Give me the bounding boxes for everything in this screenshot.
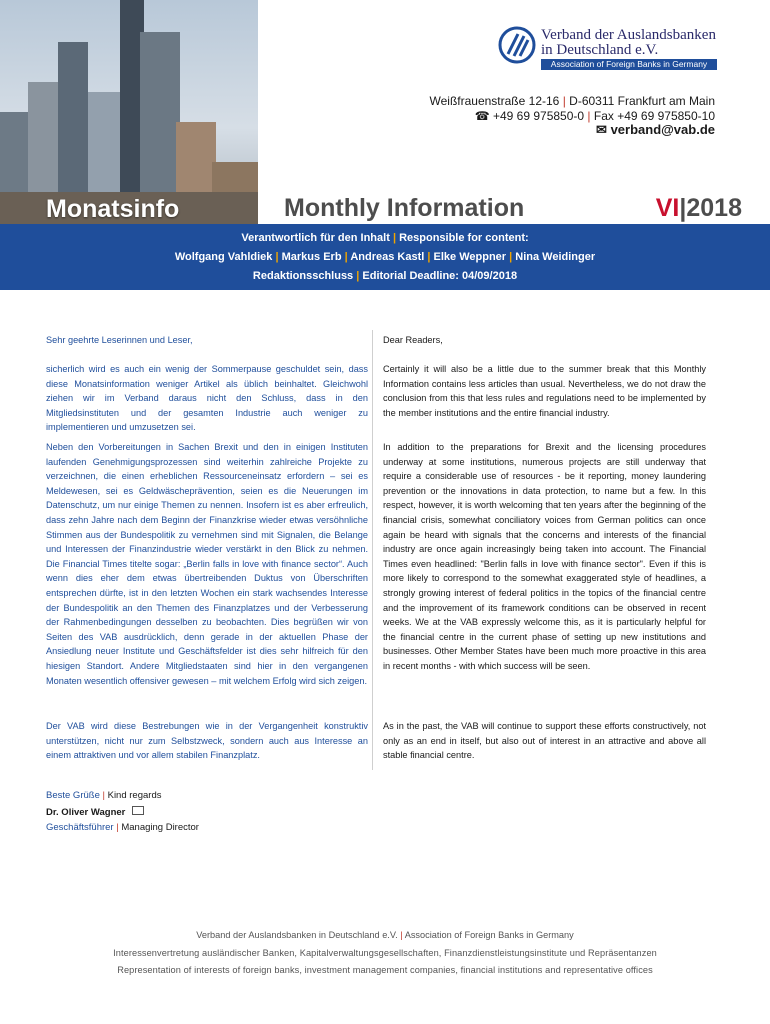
separator: | — [356, 270, 360, 282]
phone: +49 69 975850-0 — [492, 109, 585, 123]
separator: | — [344, 251, 348, 263]
deadline-en: Editorial Deadline: 04/09/2018 — [362, 270, 518, 282]
german-paragraph-2: Neben den Vorbereitungen in Sachen Brexit und den in einigen Instituten laufenden Genehmigungsprozessen sind weiterhin zahlreiche Projekte zu verzeichnen, die einen erheblichen Ressourceneinsatz erfordern – sei es Meldewesen, sei es Geldwäscheprävention, seien es die Neuerungen im Datenschutz, um nur einige Themen zu nennen. Insofern ist es aber erfreulich, dass zehn Jahre nach dem Beginn der Finanzkrise wieder etwas versöhnliche Stimmen aus der Bundespolitik zu vernehmen sind mit Signalen, die Belange und Interessen der Finanzindustrie wieder verstärkt in den Blick zu nehmen. Die Financial Times titelte sogar: „Berlin falls in love with finance sector“. Auch wenn dies eher dem etwas übertreibenden Duktus von Überschriften entsprechen dürfte, ist in den letzten Wochen ein stark wachsendes Interesse der Bundespolitik an den Themen des Finanzplatzes und der Verbesserung der Rahmenbedingungen desselben zu beobachten. Dies begrüßen wir von Seiten des VAB ausdrücklich, denn gerade in der aktuellen Phase der Ansiedlung neuer Institute und Geschäftsfelder ist dies sehr hilfreich für den hiesigen Standort. Andere Mitgliedstaaten sind hier in den vergangenen Monaten wesentlich offensiver gewesen – mit welchem Erfolg wird sich zeigen. — [46, 442, 368, 686]
editor-name: Markus Erb — [281, 251, 342, 263]
phone-icon: ☎ — [474, 109, 490, 123]
footer-org-en: Association of Foreign Banks in Germany — [404, 930, 574, 940]
footer-description-en: Representation of interests of foreign banks, investment management companies, financial institutions and representative offices — [117, 965, 653, 975]
responsible-de: Verantwortlich für den Inhalt — [241, 232, 390, 244]
separator: | — [275, 251, 279, 263]
english-paragraph-2: In addition to the preparations for Brexit and the licensing procedures underway at some institutions, numerous projects are still underway that require a considerable use of resources - be it reporting, money laundering prevention or the innovations in data protection, to name but a few. In this respect, however, it is worth welcoming that ten years after the beginning of the financial crisis, somewhat conciliatory voices from German politics can once again be heard with signals that the concerns and interests of the financial industry are once again increasingly being taken into account. The Financial Times even headlined: "Berlin falls in love with finance sector". Even if this is more likely to correspond to the somewhat exaggerated style of headlines, a strongly growing interest of federal politics in the topics of the financial centre and the improvement of its framework conditions can be observed in recent weeks. We at the VAB expressly welcome this, as it is particularly helpful for the financial centre in the current phase of setting up new institutions and businesses. Other Member States have been much more proactive in this area in recent months - with which success will be seen. — [383, 442, 706, 671]
german-paragraph-1: sicherlich wird es auch ein wenig der Sommerpause geschuldet sein, dass diese Monatsinformation weniger Artikel als üblich beinhaltet. Gleichwohl ziehen wir im Verband daraus nicht den Schluss, dass in den Mitgliedsinstituten und der gesamten Industrie auch weniger zu implementieren und umzusetzen sei. — [46, 364, 368, 433]
role-line — [46, 822, 199, 833]
issue-divider: | — [679, 194, 687, 222]
footer-description-de: Interessenvertretung ausländischer Banken, Kapitalverwaltungsgesellschaften, Finanzdienstleistungsinstitute und Repräsentanzen — [113, 948, 657, 958]
separator: | — [509, 251, 513, 263]
address-line — [430, 94, 716, 108]
street: Weißfrauenstraße 12-16 — [429, 94, 560, 108]
english-paragraph-1: Certainly it will also be a little due to the summer break that this Monthly Information contains less articles than usual. Nevertheless, we do not draw the conclusion from this that less rules and regulations need to be implemented by the member institutions and the entire financial industry. — [383, 364, 706, 418]
separator: | — [392, 232, 397, 244]
mail-icon: ✉ — [596, 122, 607, 137]
signatory-name: Dr. Oliver Wagner — [46, 807, 126, 818]
logo-line-1: Verband der Auslandsbanken — [541, 27, 716, 43]
page-title: Monthly Information — [284, 194, 525, 222]
issue-roman: VI — [655, 194, 680, 222]
responsible-en: Responsible for content: — [399, 232, 529, 244]
email-line — [596, 122, 715, 138]
responsible-line — [0, 232, 770, 244]
vab-logo-icon — [498, 26, 536, 64]
regards-line — [46, 790, 161, 801]
separator: | — [427, 251, 431, 263]
deadline-line — [0, 270, 770, 282]
footer-org-line — [0, 930, 770, 940]
separator: | — [400, 930, 403, 940]
german-paragraph-3: Der VAB wird diese Bestrebungen wie in der Vergangenheit konstruktiv unterstützen, nicht nur zum Selbstzweck, sondern auch aus Interesse an einem attraktiven und vor allem stabilen Finanzplatz. — [46, 721, 368, 761]
fax: Fax +49 69 975850-10 — [593, 109, 715, 123]
editor-name: Nina Weidinger — [515, 251, 596, 263]
separator: | — [116, 822, 119, 833]
regards-en: Kind regards — [107, 790, 162, 801]
german-salutation: Sehr geehrte Leserinnen und Leser, — [46, 335, 193, 345]
separator: | — [102, 790, 105, 801]
logo-line-2: in Deutschland e.V. — [541, 42, 659, 58]
footer-org-de: Verband der Auslandsbanken in Deutschland e.V. — [196, 930, 398, 940]
editor-name: Wolfgang Vahldiek — [174, 251, 273, 263]
regards-de: Beste Grüße — [46, 790, 100, 801]
signatory-line — [46, 806, 144, 818]
separator: | — [562, 94, 566, 108]
city: D-60311 Frankfurt am Main — [569, 94, 715, 108]
editors-line — [0, 251, 770, 263]
mail-icon[interactable] — [132, 806, 144, 815]
deadline-de: Redaktionsschluss — [252, 270, 354, 282]
role-de: Geschäftsführer — [46, 822, 114, 833]
phone-line — [475, 109, 715, 123]
role-en: Managing Director — [121, 822, 199, 833]
english-salutation: Dear Readers, — [383, 335, 443, 345]
photo-title: Monatsinfo — [46, 195, 180, 223]
separator: | — [587, 109, 591, 123]
editor-name: Elke Weppner — [433, 251, 507, 263]
editor-name: Andreas Kastl — [350, 251, 425, 263]
english-paragraph-3: As in the past, the VAB will continue to support these efforts constructively, not only as an end in itself, but also out of interest in an attractive and above all stable financial centre. — [383, 721, 706, 761]
logo-banner: Association of Foreign Banks in Germany — [541, 59, 717, 70]
email-link[interactable]: verband@vab.de — [610, 122, 715, 137]
issue-year: 2018 — [686, 194, 742, 222]
issue-number — [656, 194, 742, 223]
column-divider — [372, 330, 373, 770]
